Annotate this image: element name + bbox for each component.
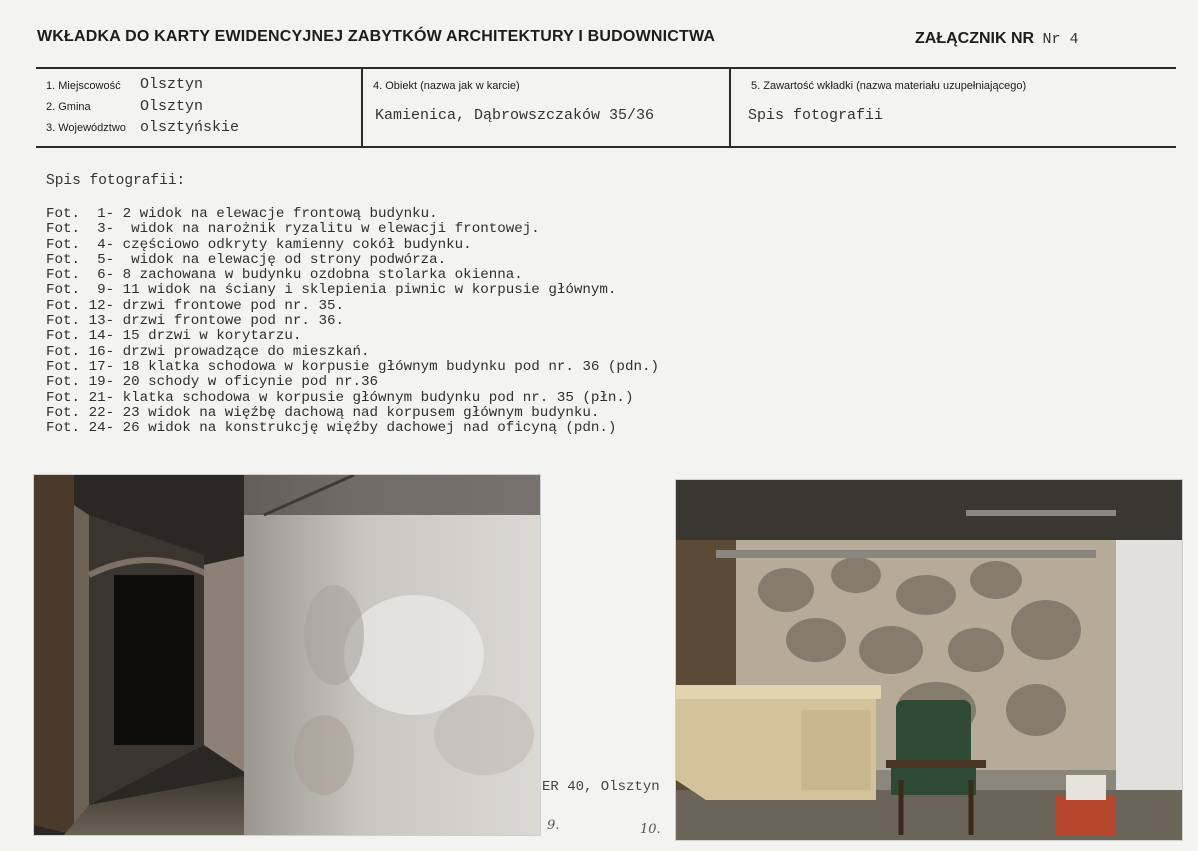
wojewodztwo-label: 3. Województwo xyxy=(46,122,126,134)
list-item: Fot. 6- 8 zachowana w budynku ozdobna stolarka okienna. xyxy=(46,267,523,284)
annex-value: Nr 4 xyxy=(1042,31,1079,48)
list-item: Fot. 9- 11 widok na ściany i sklepienia piwnic w korpusie głównym. xyxy=(46,282,617,299)
list-heading: Spis fotografii: xyxy=(46,173,186,189)
wojewodztwo-value: olsztyńskie xyxy=(140,119,240,136)
photo-cellar-corridor xyxy=(33,474,541,836)
photo-list xyxy=(46,207,659,436)
document-title: WKŁADKA DO KARTY EWIDENCYJNEJ ZABYTKÓW ARCHITEKTURY I BUDOWNICTWA xyxy=(37,28,716,45)
list-item: Fot. 12- drzwi frontowe pod nr. 35. xyxy=(46,297,344,314)
miejscowosc-value: Olsztyn xyxy=(140,76,204,93)
list-item: Fot. 4- częściowo odkryty kamienny cokół budynku. xyxy=(46,236,472,253)
photo-caption-fragment: ER 40, Olsztyn xyxy=(542,779,660,795)
miejscowosc-label: 1. Miejscowość xyxy=(46,80,121,92)
list-item: Fot. 24- 26 widok na konstrukcję więźby dachowej nad oficyną (pdn.) xyxy=(46,420,617,437)
header-bottom-rule xyxy=(36,146,1176,148)
list-item: Fot. 13- drzwi frontowe pod nr. 36. xyxy=(46,313,344,330)
zawartosc-value: Spis fotografii xyxy=(748,107,884,124)
photo-cellar-room xyxy=(675,479,1183,841)
list-item: Fot. 16- drzwi prowadzące do mieszkań. xyxy=(46,343,370,360)
annex-label: ZAŁĄCZNIK NR xyxy=(915,30,1035,47)
list-item: Fot. 5- widok na elewację od strony podwórza. xyxy=(46,251,447,268)
list-item: Fot. 17- 18 klatka schodowa w korpusie głównym budynku pod nr. 36 (pdn.) xyxy=(46,358,659,375)
obiekt-label: 4. Obiekt (nazwa jak w karcie) xyxy=(373,80,520,92)
cellar-room-image xyxy=(676,480,1182,840)
list-item: Fot. 14- 15 drzwi w korytarzu. xyxy=(46,328,302,345)
annex-number xyxy=(915,30,1079,48)
photo-number-left: 9. xyxy=(547,818,560,833)
header-divider-1 xyxy=(361,67,363,147)
obiekt-value: Kamienica, Dąbrowszczaków 35/36 xyxy=(375,107,655,124)
zawartosc-label: 5. Zawartość wkładki (nazwa materiału uzupełniającego) xyxy=(751,80,1027,92)
list-item: Fot. 22- 23 widok na więźbę dachową nad korpusem głównym budynku. xyxy=(46,404,600,421)
gmina-value: Olsztyn xyxy=(140,98,204,115)
header-top-rule xyxy=(36,67,1176,69)
list-item: Fot. 3- widok na narożnik ryzalitu w elewacji frontowej. xyxy=(46,221,540,238)
cellar-corridor-image xyxy=(34,475,540,835)
list-item: Fot. 21- klatka schodowa w korpusie głównym budynku pod nr. 35 (płn.) xyxy=(46,389,634,406)
list-item: Fot. 1- 2 widok na elewacje frontową budynku. xyxy=(46,206,438,222)
photo-number-right: 10. xyxy=(640,822,661,837)
gmina-label: 2. Gmina xyxy=(46,101,91,113)
header-divider-2 xyxy=(729,67,731,147)
list-item: Fot. 19- 20 schody w oficynie pod nr.36 xyxy=(46,374,379,391)
